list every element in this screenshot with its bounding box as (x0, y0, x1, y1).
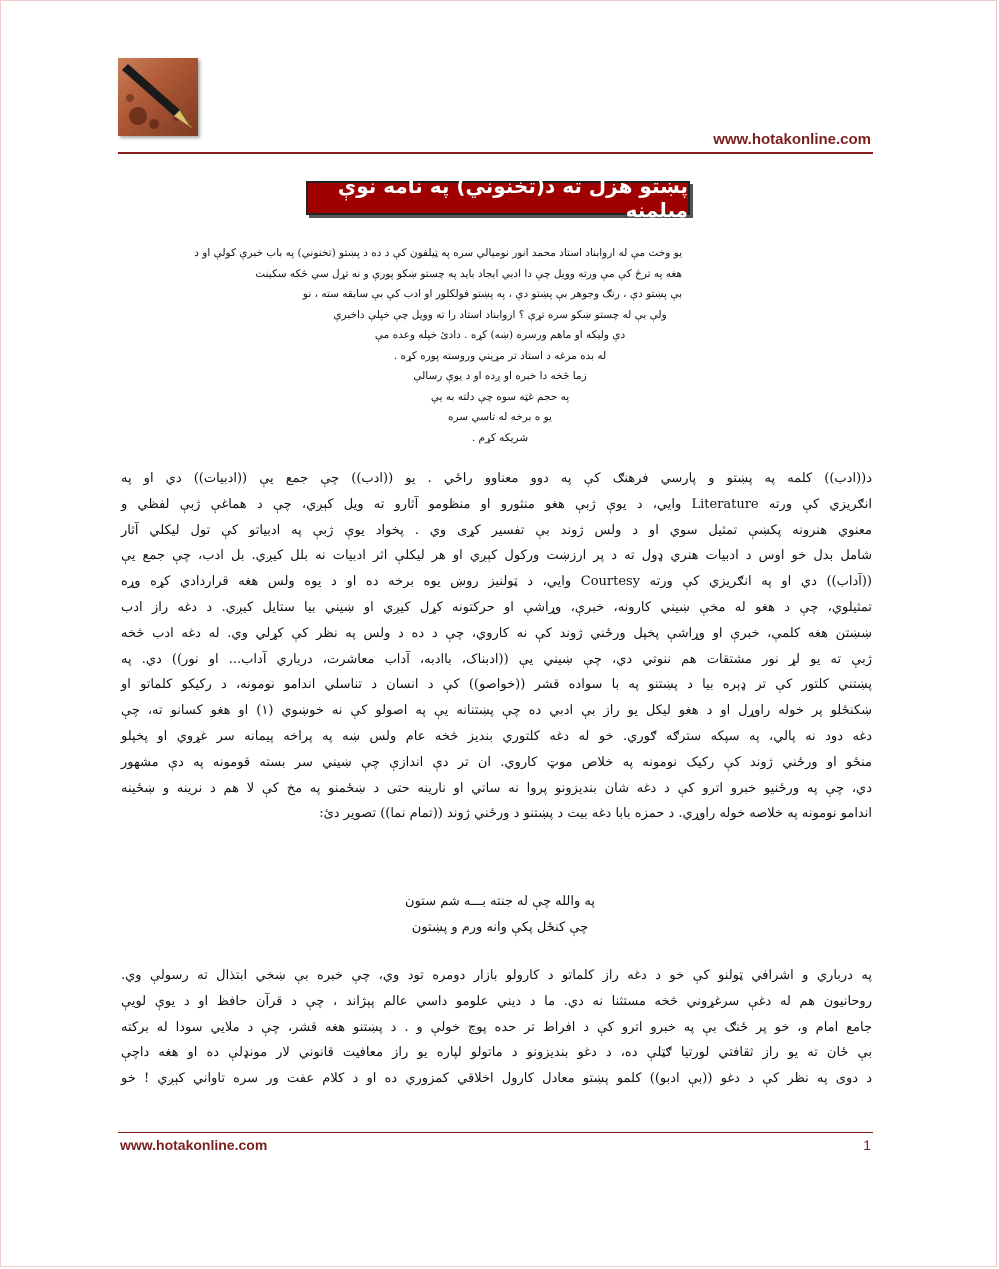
footer-divider (118, 1132, 873, 1133)
text-line: ((آداب)) دي او په انګريزي کې ورته Courtesy وايي، د ټولنيز روښ يوه برخه ده او د يوه ولس هغه قراردادي کړه وړه (121, 574, 872, 590)
intro-line: په حجم غټه سوه چې دلته به يې (430, 390, 570, 403)
pen-ink-logo-icon (118, 58, 198, 136)
text-line: د دوی په نظر کې د دغو ((بې ادبو)) کلمو پښتو معادل کارول اخلاقي کمزوري ده او د کلام عفت ور سره تاواني کېږي ! خو (121, 1071, 872, 1087)
paragraph-2 (121, 963, 872, 1092)
text-line: منځو او ورځني ژوند کې رکيک نومونه په خلاص موټ کاروي. ان تر دې اندازې چې ښيني سر بسته قومونه په دې مشهور (121, 754, 872, 770)
text-line: جامع امام و، خو پر ځنګ بې په خبرو اترو کې د افراط تر حده پوچ خولې و . د پښتنو هغه قشر، چې د ملايي سودا له برکته (121, 1019, 872, 1035)
text-line: اندامو نومونه په خلاصه خوله راوړي. د حمزه بابا دغه بيت د پښتنو د ورځني ژوند ((تمام نما)) تصوير دئ: (319, 806, 872, 822)
text-line: شامل بدل خو اوس د ادبيات هنري ډول ته د پر ارزښت ورکول کېږي او هر ليکلې اثر ادبيات نه بلل کيږي. بل ادب، چې جمع يې (121, 548, 872, 564)
header-site-url[interactable]: www.hotakonline.com (713, 131, 871, 148)
text-line: انګريزي کې ورته Literature وايي، د يوې ژبې هغو منثورو او منظومو آثارو ته ويل کېږي، چې د هماغې ژبې لفظي و (121, 496, 872, 512)
text-line: بې ځان ته يو راز ثقافتي لورتيا ګټلې ده، د دغو بنديزونو د ماتولو لپاره يو راز معافيت قانوني لار مونډلې ده او هغه داچې (121, 1045, 872, 1061)
intro-line: هغه په ترڅ کې مې ورته وويل چې دا ادبي ايجاد بايد په چستو ښکو پورې و نه تړل سي څکه سکينت (255, 267, 682, 280)
intro-line: له بده مرغه د استاد تر مړيني وروسته پوره کړه . (393, 349, 607, 362)
intro-line: يو ه برخه له تاسي سره (448, 411, 552, 423)
text-line: معنوي هنرونه پکښې تمثيل سوي او د ولس ژوند بې تفسير کړی وي . پخواد يوې ژبې په ادبياتو کې تول ليکلي آثار (121, 522, 872, 538)
article-title: پښتو هزل ته د(تخنوني) په نامه نوې مېلمنه (306, 181, 690, 215)
footer-site-url[interactable]: www.hotakonline.com (120, 1137, 268, 1153)
pen-nib-icon (118, 58, 198, 136)
text-line: ښښتن هغه کلمې، خبرې او وړاشې پخپل ورځني ژوند کې نه کاروي، چې د ده د ولس په نظر کې کړلي وي. له دغه ادب څخه (121, 625, 872, 641)
intro-line: ولې بې له چستو ښکو سره تړې ؟ اروابناد استاد را ته وويل چې خپلې داخبرې (333, 308, 667, 321)
text-line: ښکنځلو پر خوله راوړل او د هغو ليکل يو راز بې ادبي ده چې پښتنانه يې په اصولو کې نه خوښوي (۱) او هغو کسانو ته، چې (121, 703, 872, 719)
text-line: روحانيون هم له دغې سرغړوني څخه مستثنا نه دي. ما د ديني علومو داسي عالم پېژاند ، چې د قرآن حافظ او د يوې لويې (121, 993, 872, 1009)
header-divider (118, 152, 873, 154)
text-line: دي، چې په ورځنيو خبرو اترو کې د دغه شان بنديزونو پروا نه ساتي او نارينه حتی د ښځمنو په مخ کې لا هم د نرينه و ښځينه (121, 780, 872, 796)
page-number: 1 (863, 1137, 871, 1153)
intro-line: شريکه کړم . (471, 431, 529, 444)
paragraph-1 (121, 466, 872, 827)
text-line: تمثيلوي، چې د هغو له مخې ښيني کارونه، خبرې، وړاشې او حرکتونه کړل کيږي او ښيني بيا ستايل کيږي. د دغه راز ادب (121, 599, 872, 615)
intro-note (194, 243, 682, 448)
verse-line: په والله چې له جنته بـــه شم ستون (405, 894, 595, 909)
intro-line: زما څخه دا خبره او ږده او د يوې رسالې (413, 370, 587, 382)
intro-line: دې وليکه او ماهم ورسره (ښه) کړه . دادئ خپله وعده مې (374, 329, 626, 341)
text-line: په درباري و اشرافي ټولنو کې خو د دغه راز کلماتو د کارولو بازار دومره تود وي، چې خبره بې ښخي ابتذال ته رسولې وي. (121, 968, 872, 983)
intro-line: بې پښتو دې ، رنګ وجوهر بې پښتو دې ، په پښتو فولکلور او ادب کې بې سابقه سته ، نو (302, 288, 682, 300)
text-line: ژبې ته يو لړ نور مشتقات هم ننوتي دي، چې ښيني يې ((ادبناک، باادبه، آداب معاشرت، درباري آداب... او نور)) دي. په (121, 651, 872, 667)
poem-verse (300, 889, 700, 941)
intro-line: یو وخت مې له اروابناد استاد محمد انور نوميالي سره په ټيلفون کې د ده د پښتو (تخنوني) په باب خبرې کولې او د (194, 247, 682, 259)
text-line: د((ادب)) کلمه په پښتو و پارسي فرهنګ کې په دوو معناوو راځي . يو ((ادب)) چې جمع يې ((ادبيات)) دي او په (121, 471, 872, 486)
verse-line: چې کنځل پکې وانه ورم و پښتون (411, 920, 589, 935)
text-line: پښتني کلتور کې تر ډېره بيا د پښتنو په با سواده قشر ((خواصو)) کې د انسان د تناسلي اندامو نومونه، د رکيکو کلماتو او (121, 677, 872, 693)
text-line: دغه دود نه پالي، په سپکه سترګه ګوري. خو له دغه کلتوري بنديز څخه عام ولس ښه په پراخه پيمانه سر غړوي او پخپلو (121, 728, 872, 744)
